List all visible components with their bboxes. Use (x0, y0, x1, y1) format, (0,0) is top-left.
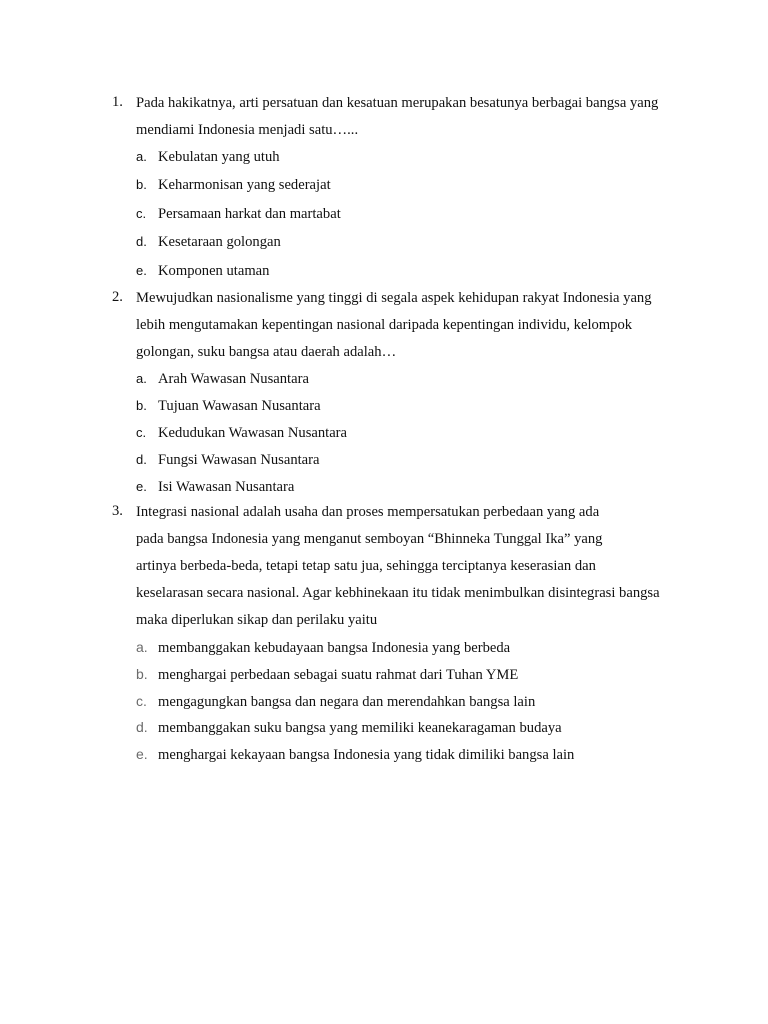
option-d (136, 233, 281, 253)
option-text: membanggakan kebudayaan bangsa Indonesia yang berbeda (158, 640, 511, 656)
question-line: lebih mengutamakan kepentingan nasional daripada kepentingan individu, kelompok (136, 317, 633, 333)
option-letter: e. (136, 746, 148, 762)
option-letter: c. (136, 425, 147, 440)
option-letter: a. (136, 639, 148, 655)
option-text: Kesetaraan golongan (158, 234, 281, 250)
option-text: menghargai perbedaan sebagai suatu rahmat dari Tuhan YME (158, 667, 519, 683)
option-e (136, 745, 574, 765)
option-letter: d. (136, 719, 148, 735)
question-line: maka diperlukan sikap dan perilaku yaitu (136, 612, 378, 628)
option-a (136, 148, 280, 168)
question-line: mendiami Indonesia menjadi satu…... (136, 122, 359, 138)
option-b (136, 397, 321, 417)
question-number: 3. (112, 503, 123, 519)
option-letter: b. (136, 398, 147, 413)
question-line: Pada hakikatnya, arti persatuan dan kesatuan merupakan besatunya berbagai bangsa yang (136, 95, 659, 111)
option-letter: e. (136, 263, 147, 278)
option-e (136, 478, 294, 498)
question-text (136, 94, 696, 148)
question-line: pada bangsa Indonesia yang menganut semboyan “Bhinneka Tunggal Ika” yang (136, 531, 603, 547)
option-text: Isi Wawasan Nusantara (158, 479, 295, 495)
option-text: Keharmonisan yang sederajat (158, 177, 331, 193)
option-letter: b. (136, 177, 147, 192)
option-text: Persamaan harkat dan martabat (158, 206, 341, 222)
option-a (136, 370, 309, 390)
option-letter: c. (136, 693, 147, 709)
option-a (136, 638, 510, 658)
option-text: Fungsi Wawasan Nusantara (158, 452, 320, 468)
question-line: artinya berbeda-beda, tetapi tetap satu jua, sehingga terciptanya keserasian dan (136, 558, 596, 574)
option-b (136, 176, 331, 196)
option-letter: d. (136, 452, 147, 467)
option-text: Arah Wawasan Nusantara (158, 371, 309, 387)
option-text: Komponen utaman (158, 263, 270, 279)
option-c (136, 692, 535, 712)
option-letter: c. (136, 206, 147, 221)
option-text: Kedudukan Wawasan Nusantara (158, 425, 348, 441)
option-c (136, 424, 347, 444)
option-text: membanggakan suku bangsa yang memiliki keanekaragaman budaya (158, 720, 562, 736)
option-d (136, 451, 320, 471)
question-text (136, 289, 696, 370)
option-b (136, 665, 518, 685)
option-text: menghargai kekayaan bangsa Indonesia yang tidak dimiliki bangsa lain (158, 747, 575, 763)
question-line: golongan, suku bangsa atau daerah adalah… (136, 344, 397, 360)
question-number: 2. (112, 289, 123, 305)
question-line: Integrasi nasional adalah usaha dan proses mempersatukan perbedaan yang ada (136, 504, 600, 520)
option-c (136, 205, 341, 225)
option-letter: b. (136, 666, 148, 682)
question-line: Mewujudkan nasionalisme yang tinggi di segala aspek kehidupan rakyat Indonesia yang (136, 290, 652, 306)
option-letter: d. (136, 234, 147, 249)
option-d (136, 718, 562, 738)
option-letter: a. (136, 149, 147, 164)
option-text: Kebulatan yang utuh (158, 149, 280, 165)
question-number: 1. (112, 94, 123, 110)
question-text (136, 503, 696, 638)
option-text: mengagungkan bangsa dan negara dan merendahkan bangsa lain (158, 694, 536, 710)
question-line: keselarasan secara nasional. Agar kebhinekaan itu tidak menimbulkan disintegrasi bangsa (136, 585, 660, 601)
option-letter: a. (136, 371, 147, 386)
option-text: Tujuan Wawasan Nusantara (158, 398, 321, 414)
option-letter: e. (136, 479, 147, 494)
option-e (136, 262, 269, 282)
